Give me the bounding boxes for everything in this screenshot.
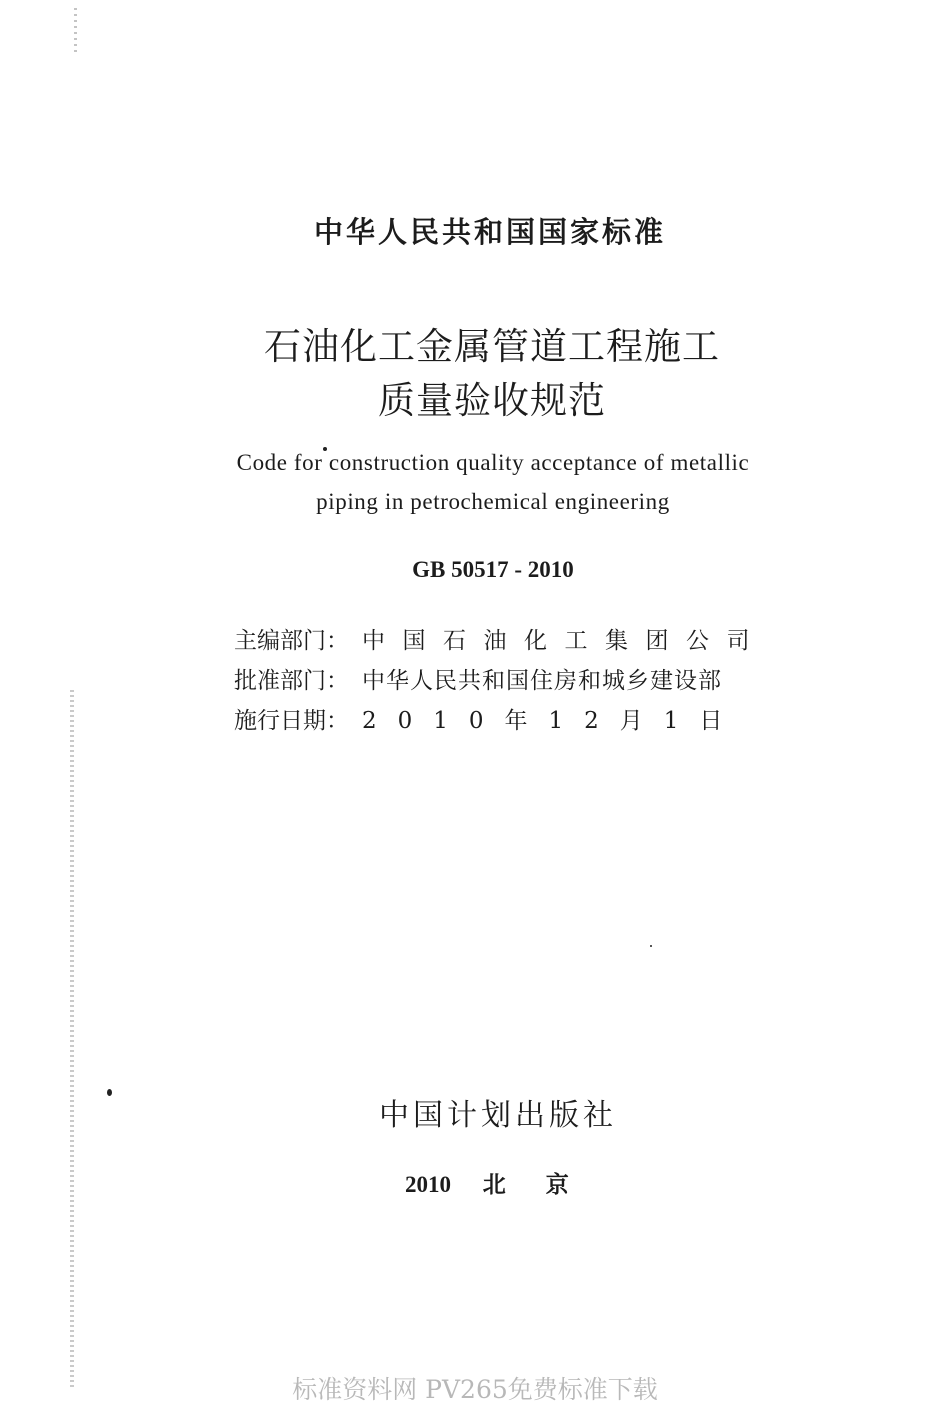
standard-category: 中华人民共和国国家标准 bbox=[313, 215, 666, 249]
title-chinese-line-2: 质量验收规范 bbox=[378, 379, 606, 422]
standard-number: GB 50517 - 2010 bbox=[412, 557, 574, 582]
watermark-text: 标准资料网 PV265免费标准下载 bbox=[292, 1375, 658, 1404]
publication-place-year bbox=[405, 1166, 609, 1199]
title-chinese-line-1: 石油化工金属管道工程施工 bbox=[264, 325, 720, 368]
effective-date-row bbox=[234, 702, 752, 736]
approver-department-label: 批准部门： bbox=[234, 668, 349, 694]
publication-city: 北京 bbox=[482, 1172, 609, 1198]
editor-department-label: 主编部门： bbox=[234, 628, 349, 654]
scan-speck bbox=[650, 945, 652, 947]
publication-year: 2010 bbox=[405, 1172, 451, 1197]
effective-date-label: 施行日期： bbox=[234, 708, 349, 734]
binding-edge bbox=[70, 690, 74, 1390]
editor-department-row bbox=[234, 622, 767, 656]
effective-date-value: 2010年12月1日 bbox=[362, 708, 744, 734]
title-english-line-2: piping in petrochemical engineering bbox=[316, 489, 670, 514]
approver-department-row bbox=[234, 662, 752, 696]
editor-department-value: 中国石油化工集团公司 bbox=[362, 628, 767, 654]
title-english-line-1: Code for construction quality acceptance of metallic bbox=[236, 450, 750, 475]
approver-department-value: 中华人民共和国住房和城乡建设部 bbox=[362, 668, 722, 694]
publisher-name: 中国计划出版社 bbox=[379, 1098, 617, 1133]
binding-edge-top bbox=[74, 8, 77, 54]
